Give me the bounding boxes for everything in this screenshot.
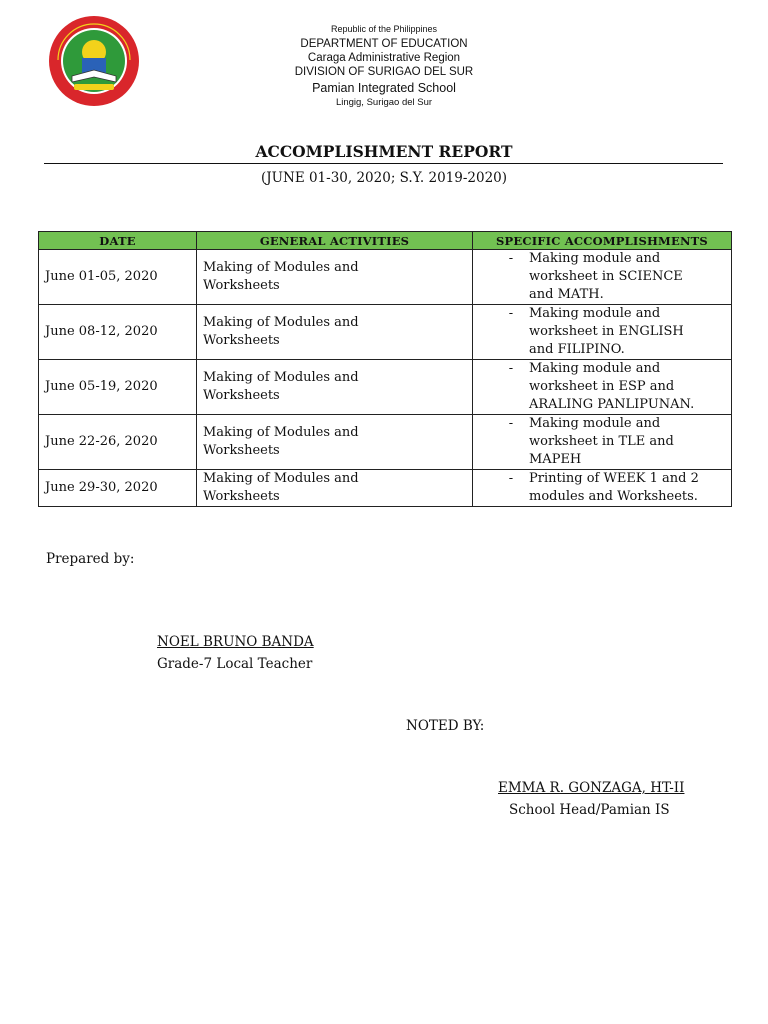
header-department: DEPARTMENT OF EDUCATION: [300, 38, 468, 50]
activity-line: Making of Modules and: [203, 471, 359, 486]
column-header-specific-accomplishments: SPECIFIC ACCOMPLISHMENTS: [473, 232, 732, 250]
activity-cell: [197, 415, 473, 470]
preparer-name: NOEL BRUNO BANDA: [157, 634, 314, 650]
activity-line: Making of Modules and: [203, 425, 359, 440]
table-row: [39, 250, 732, 305]
activity-line: Worksheets: [203, 489, 280, 504]
table-header-row: [39, 232, 732, 250]
bullet-dash: -: [508, 416, 514, 431]
header-region: Caraga Administrative Region: [307, 52, 461, 64]
accomplishment-line: modules and Worksheets.: [529, 489, 698, 504]
activity-cell: [197, 470, 473, 507]
activity-line: Worksheets: [203, 278, 280, 293]
table-row: [39, 470, 732, 507]
activity-line: Making of Modules and: [203, 260, 359, 275]
accomplishment-line: and MATH.: [529, 287, 604, 302]
bullet-dash: -: [508, 361, 514, 376]
header-republic: Republic of the Philippines: [330, 24, 438, 34]
column-header-date: DATE: [39, 232, 197, 250]
noted-by-label: NOTED BY:: [406, 718, 485, 734]
accomplishment-cell: [473, 360, 732, 415]
accomplishment-line: worksheet in TLE and: [529, 434, 674, 449]
preparer-position: Grade-7 Local Teacher: [157, 656, 313, 672]
bullet-dash: -: [508, 251, 514, 266]
accomplishment-line: worksheet in SCIENCE: [529, 269, 683, 284]
activity-line: Worksheets: [203, 443, 280, 458]
accomplishment-cell: [473, 305, 732, 360]
table-row: [39, 415, 732, 470]
header-school: Pamian Integrated School: [312, 81, 456, 95]
bullet-dash: -: [508, 306, 514, 321]
table-row: [39, 360, 732, 415]
activity-line: Making of Modules and: [203, 315, 359, 330]
accomplishment-cell: [473, 250, 732, 305]
accomplishment-line: worksheet in ENGLISH: [529, 324, 684, 339]
date-cell: June 29-30, 2020: [39, 470, 197, 507]
date-cell: June 05-19, 2020: [39, 360, 197, 415]
activity-line: Worksheets: [203, 388, 280, 403]
title-divider: [44, 163, 723, 164]
report-title: ACCOMPLISHMENT REPORT: [255, 142, 513, 161]
bullet-dash: -: [508, 471, 514, 486]
noter-name: EMMA R. GONZAGA, HT-II: [498, 780, 685, 796]
date-cell: June 01-05, 2020: [39, 250, 197, 305]
column-header-general-activities: GENERAL ACTIVITIES: [197, 232, 473, 250]
date-cell: June 22-26, 2020: [39, 415, 197, 470]
report-period: (JUNE 01-30, 2020; S.Y. 2019-2020): [260, 170, 508, 186]
table-row: [39, 305, 732, 360]
accomplishment-line: Printing of WEEK 1 and 2: [529, 471, 699, 486]
header-location: Lingig, Surigao del Sur: [335, 97, 433, 108]
accomplishment-line: ARALING PANLIPUNAN.: [529, 397, 695, 412]
accomplishment-line: MAPEH: [529, 452, 582, 467]
accomplishment-line: worksheet in ESP and: [529, 379, 675, 394]
header-division: DIVISION OF SURIGAO DEL SUR: [294, 66, 474, 78]
prepared-by-label: Prepared by:: [46, 551, 135, 567]
activity-line: Worksheets: [203, 333, 280, 348]
activity-cell: [197, 305, 473, 360]
noter-position: School Head/Pamian IS: [509, 802, 670, 818]
accomplishment-line: Making module and: [529, 306, 661, 321]
date-cell: June 08-12, 2020: [39, 305, 197, 360]
activity-cell: [197, 360, 473, 415]
accomplishment-line: Making module and: [529, 361, 661, 376]
accomplishment-table: [38, 231, 732, 507]
accomplishment-cell: [473, 415, 732, 470]
accomplishment-line: and FILIPINO.: [529, 342, 625, 357]
activity-line: Making of Modules and: [203, 370, 359, 385]
accomplishment-cell: [473, 470, 732, 507]
accomplishment-line: Making module and: [529, 251, 661, 266]
accomplishment-line: Making module and: [529, 416, 661, 431]
activity-cell: [197, 250, 473, 305]
